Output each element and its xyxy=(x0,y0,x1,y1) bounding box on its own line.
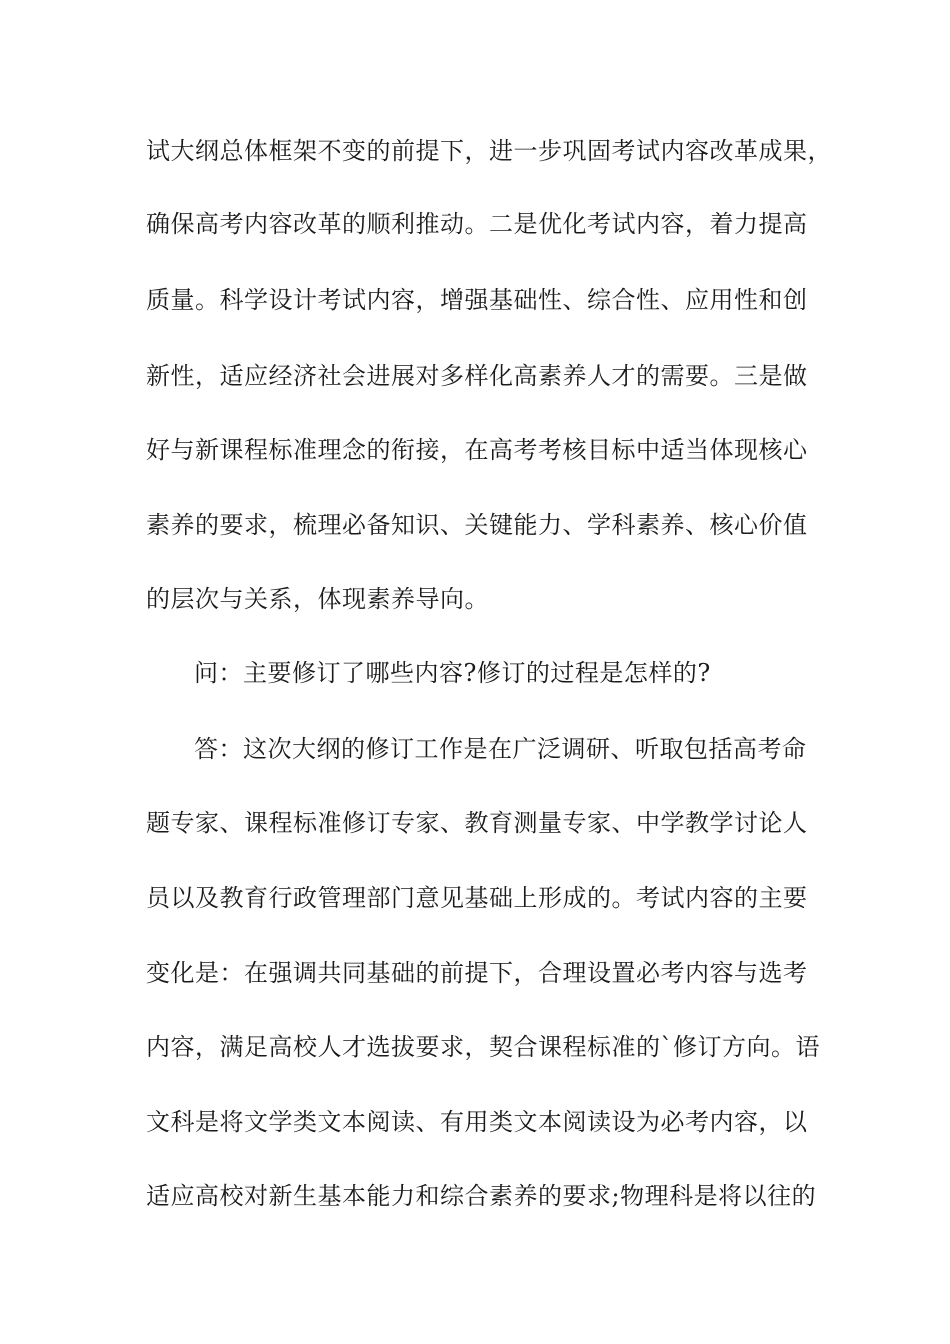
text-line-4: 新性，适应经济社会进展对多样化高素养人才的需要。三是做 xyxy=(146,362,808,390)
text-line-6: 素养的要求，梳理必备知识、关键能力、学科素养、核心价值 xyxy=(146,511,808,539)
text-line-12: 变化是：在强调共同基础的前提下，合理设置必考内容与选考 xyxy=(146,959,808,987)
text-line-13: 内容，满足高校人才选拔要求，契合课程标准的`修订方向。语 xyxy=(146,1033,820,1061)
text-line-2: 确保高考内容改革的顺利推动。二是优化考试内容，着力提高 xyxy=(146,210,808,238)
text-line-1: 试大纲总体框架不变的前提下，进一步巩固考试内容改革成果， xyxy=(146,137,832,165)
text-line-10: 题专家、课程标准修订专家、教育测量专家、中学教学讨论人 xyxy=(146,809,808,837)
question-line: 问：主要修订了哪些内容?修订的过程是怎样的? xyxy=(194,659,711,687)
text-line-14: 文科是将文学类文本阅读、有用类文本阅读设为必考内容，以 xyxy=(146,1108,808,1136)
answer-line-1: 答：这次大纲的修订工作是在广泛调研、听取包括高考命 xyxy=(194,735,807,763)
text-line-15: 适应高校对新生基本能力和综合素养的要求;物理科是将以往的 xyxy=(146,1182,817,1210)
text-line-7: 的层次与关系，体现素养导向。 xyxy=(146,585,489,613)
text-line-3: 质量。科学设计考试内容，增强基础性、综合性、应用性和创 xyxy=(146,286,808,314)
text-line-11: 员以及教育行政管理部门意见基础上形成的。考试内容的主要 xyxy=(146,884,808,912)
text-line-5: 好与新课程标准理念的衔接，在高考考核目标中适当体现核心 xyxy=(146,436,808,464)
